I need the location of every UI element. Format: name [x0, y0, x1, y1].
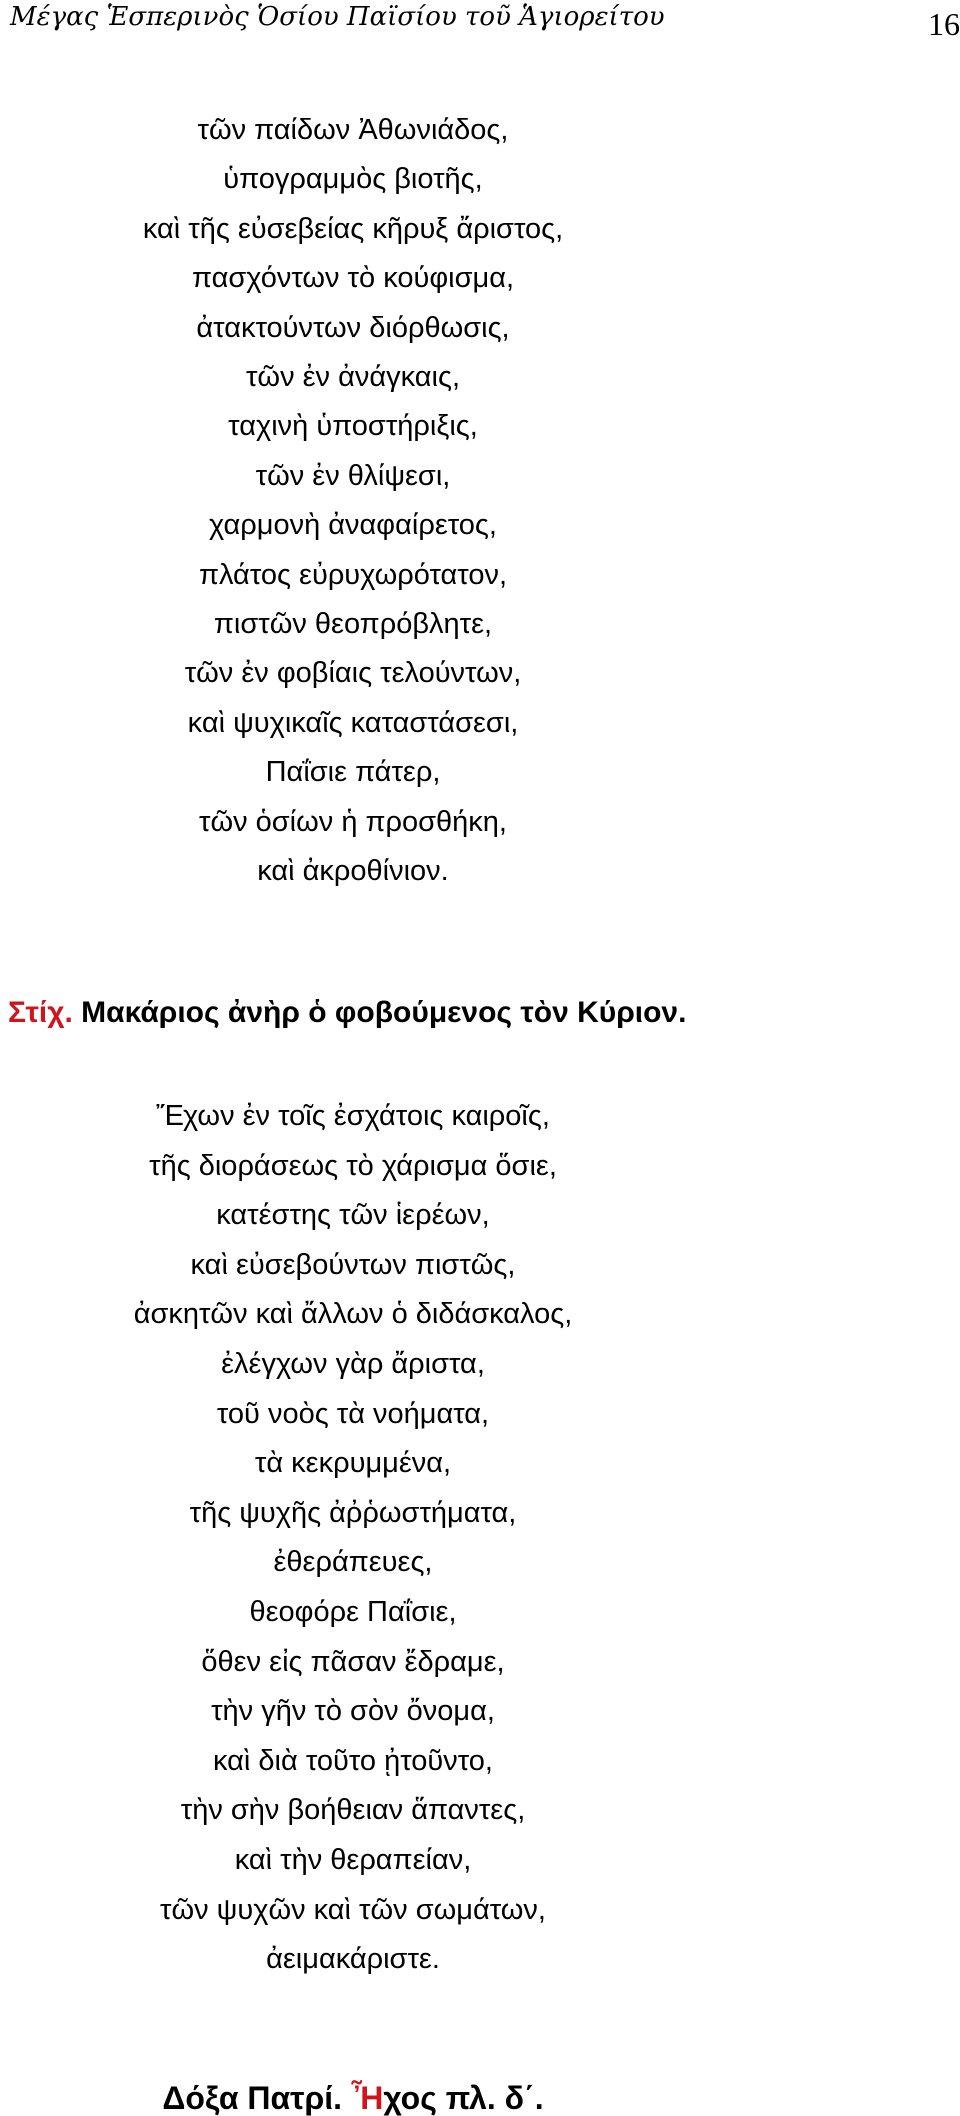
verse-line: κατέστης τῶν ἱερέων,	[216, 1199, 490, 1232]
verse-line: ταχινὴ ὑποστήριξις,	[228, 410, 478, 443]
verse-line: τὴν σὴν βοήθειαν ἅπαντες,	[180, 1794, 526, 1827]
verse-line: καὶ ἀκροθίνιον.	[257, 855, 449, 888]
verse-line: τῶν ψυχῶν καὶ τῶν σωμάτων,	[160, 1893, 546, 1926]
verse-line: τὰ κεκρυμμένα,	[254, 1447, 452, 1480]
doxa-accent-letter: Ἦ	[350, 2080, 384, 2116]
page-number: 16	[928, 6, 960, 42]
hymn-stanza-1	[0, 106, 706, 897]
stich-text: Μακάριος ἀνὴρ ὁ φοβούμενος τὸν Κύριον.	[72, 996, 687, 1029]
verse-line: καὶ ψυχικαῖς καταστάσεσι,	[187, 706, 519, 739]
running-header-title: Μέγας Ἑσπερινὸς Ὁσίου Παϊσίου τοῦ Ἁγιορείτου	[10, 2, 665, 32]
verse-line: τοῦ νοὸς τὰ νοήματα,	[216, 1397, 490, 1430]
verse-line: πλάτος εὐρυχωρότατον,	[198, 558, 508, 591]
hymn-stanza-2	[0, 1092, 706, 1985]
doxa-text-after: χος πλ. δ΄.	[383, 2080, 544, 2116]
verse-line: ἐθεράπευες,	[273, 1546, 433, 1579]
verse-line: καὶ εὐσεβούντων πιστῶς,	[190, 1248, 516, 1281]
doxa-text-before: Δόξα Πατρί.	[162, 2080, 351, 2116]
verse-line: τῶν ἐν ἀνάγκαις,	[245, 361, 461, 394]
verse-line: τῶν ἐν θλίψεσι,	[255, 459, 451, 492]
verse-line: τῶν ὁσίων ἡ προσθήκη,	[199, 805, 507, 838]
verse-line: θεοφόρε Παΐσιε,	[249, 1595, 457, 1628]
verse-line: ἐλέγχων γὰρ ἄριστα,	[221, 1347, 485, 1380]
verse-line: ὑπογραμμὸς βιοτῆς,	[223, 163, 483, 196]
verse-line: τὴν γῆν τὸ σὸν ὄνομα,	[211, 1695, 495, 1728]
verse-line: τῶν παίδων Ἀθωνιάδος,	[197, 114, 509, 146]
verse-line: πασχόντων τὸ κούφισμα,	[191, 262, 515, 295]
verse-line: καὶ τὴν θεραπείαν,	[234, 1843, 472, 1876]
doxa-heading	[0, 2080, 706, 2116]
stich-prefix: Στίχ.	[8, 996, 73, 1029]
verse-line: Ἔχων ἐν τοῖς ἐσχάτοις καιροῖς,	[156, 1100, 550, 1132]
verse-line: τῆς διοράσεως τὸ χάρισμα ὅσιε,	[149, 1149, 557, 1182]
verse-line: ὅθεν εἰς πᾶσαν ἔδραμε,	[201, 1645, 505, 1678]
verse-line: ἀσκητῶν καὶ ἄλλων ὁ διδάσκαλος,	[133, 1298, 573, 1331]
verse-line: πιστῶν θεοπρόβλητε,	[213, 608, 493, 641]
stich-verse	[8, 995, 686, 1031]
verse-line: καὶ τῆς εὐσεβείας κῆρυξ ἄριστος,	[142, 212, 564, 245]
verse-line: καὶ διὰ τοῦτο ᾐτοῦντο,	[213, 1744, 493, 1777]
verse-line: χαρμονὴ ἀναφαίρετος,	[209, 509, 497, 542]
verse-line: ἀειμακάριστε.	[266, 1943, 440, 1976]
verse-line: ἀτακτούντων διόρθωσις,	[196, 311, 510, 344]
verse-line: Παΐσιε πάτερ,	[265, 756, 441, 789]
verse-line: τῆς ψυχῆς ἀῤῥωστήματα,	[189, 1496, 517, 1529]
verse-line: τῶν ἐν φοβίαις τελούντων,	[184, 657, 522, 690]
